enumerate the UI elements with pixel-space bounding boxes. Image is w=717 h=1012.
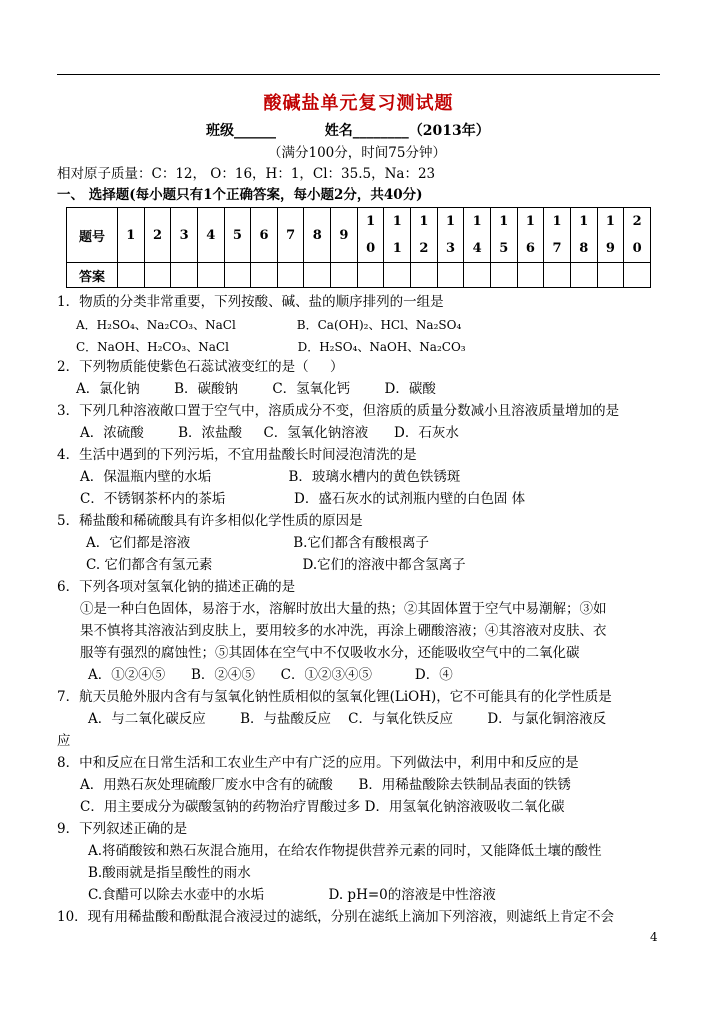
- question-number-digit: 1: [392, 214, 402, 229]
- question-number: 6: [259, 227, 269, 243]
- question-number-cell: [331, 208, 358, 263]
- question-number-cell: [304, 208, 331, 263]
- question-text-line: C.食醋可以除去水壶中的水垢 D. pH=0的溶液是中性溶液: [88, 887, 496, 903]
- question-text-line: 果不慎将其溶液沾到皮肤上，要用较多的水冲洗，再涂上硼酸溶液；④其溶液对皮肤、衣: [80, 623, 607, 639]
- question-number-cell: [624, 208, 651, 263]
- question-text-line: 2．下列物质能使紫色石蕊试液变红的是（ ）: [57, 359, 344, 375]
- question-text-line: 5．稀盐酸和稀硫酸具有许多相似化学性质的原因是: [57, 513, 363, 529]
- question-number-digit: 3: [445, 241, 456, 256]
- question-text-line: 7．航天员舱外服内含有与氢氧化钠性质相似的氢氧化锂(LiOH)，它不可能具有的化学性质是: [57, 689, 612, 705]
- question-number: 8: [312, 227, 322, 243]
- answer-cell[interactable]: [490, 263, 517, 288]
- question-text-line: 应: [57, 733, 71, 749]
- question-number-digit: 4: [472, 241, 482, 256]
- question-text-line: A.将硝酸铵和熟石灰混合施用，在给农作物提供营养元素的同时，又能降低土壤的酸性: [88, 843, 602, 859]
- question-number-digit: 2: [419, 241, 429, 256]
- question-number-digit: 9: [605, 241, 615, 256]
- question-number-cell: [118, 208, 145, 263]
- question-text-line: C. 它们都含有氢元素 D.它们的溶液中都含氢离子: [86, 557, 466, 573]
- question-text-line: ①是一种白色固体，易溶于水，溶解时放出大量的热；②其固体置于空气中易潮解；③如: [80, 601, 607, 617]
- question-number-digit: 1: [552, 214, 562, 229]
- question-number-cell: [490, 208, 517, 263]
- question-number-digit: 0: [366, 241, 376, 256]
- question-text-line: C．不锈钢茶杯内的茶垢 D．盛石灰水的试剂瓶内壁的白色固 体: [80, 491, 526, 507]
- question-number-cell: [197, 208, 224, 263]
- name-label: 姓名: [324, 123, 353, 139]
- question-number-digit: 1: [392, 241, 402, 256]
- answer-cell[interactable]: [304, 263, 331, 288]
- answer-cell[interactable]: [171, 263, 198, 288]
- page-title: 酸碱盐单元复习测试题: [263, 93, 454, 114]
- question-number-digit: 1: [525, 214, 535, 229]
- answer-cell[interactable]: [331, 263, 358, 288]
- question-number-digit: 1: [419, 214, 429, 229]
- question-number-cell: [411, 208, 438, 263]
- answer-cell[interactable]: [597, 263, 624, 288]
- question-text-line: C．NaOH、H₂CO₃、NaCl D．H₂SO₄、NaOH、Na₂CO₃: [76, 340, 466, 354]
- question-number-digit: 6: [525, 241, 535, 256]
- answer-cell[interactable]: [464, 263, 491, 288]
- question-number-cell: [464, 208, 491, 263]
- question-number-cell: [570, 208, 597, 263]
- question-number-cell: [384, 208, 411, 263]
- question-text-line: 9．下列叙述正确的是: [57, 821, 188, 837]
- answer-cell[interactable]: [144, 263, 171, 288]
- section-heading: 一、 选择题(每小题只有1个正确答案，每小题2分，共40分): [57, 187, 423, 203]
- question-text-line: 服等有强烈的腐蚀性；⑤其固体在空气中不仅吸收水分，还能吸收空气中的二氧化碳: [80, 645, 580, 661]
- table-header-answer: 答案: [67, 263, 118, 288]
- question-text-line: A．与二氧化碳反应 B．与盐酸反应 C．与氧化铁反应 D．与氯化铜溶液反: [88, 711, 607, 727]
- answer-cell[interactable]: [118, 263, 145, 288]
- question-number: 5: [232, 227, 242, 243]
- answer-cell[interactable]: [624, 263, 651, 288]
- answer-cell[interactable]: [570, 263, 597, 288]
- question-number-digit: 1: [605, 214, 615, 229]
- question-text-line: A．①②④⑤ B．②④⑤ C．①②③④⑤ D．④: [88, 667, 453, 683]
- answer-table: [66, 207, 651, 288]
- atomic-mass-line: 相对原子质量：C：12， O：16，H：1，Cl：35.5，Na：23: [57, 166, 436, 182]
- table-header-number: 题号: [67, 208, 118, 263]
- answer-cell[interactable]: [517, 263, 544, 288]
- answer-cell[interactable]: [277, 263, 304, 288]
- question-text-line: A．保温瓶内壁的水垢 B．玻璃水槽内的黄色铁锈斑: [80, 469, 461, 485]
- question-number-cell: [357, 208, 384, 263]
- question-number-cell: [597, 208, 624, 263]
- question-number-digit: 1: [366, 214, 376, 229]
- question-text-line: A．用熟石灰处理硫酸厂废水中含有的硫酸 B．用稀盐酸除去铁制品表面的铁锈: [80, 777, 571, 793]
- question-number-digit: 0: [632, 241, 642, 256]
- question-number: 3: [179, 227, 189, 243]
- question-number-digit: 1: [499, 214, 509, 229]
- class-blank: ______: [234, 123, 276, 139]
- question-number-digit: 7: [552, 241, 562, 256]
- answer-cell[interactable]: [544, 263, 571, 288]
- answer-cell[interactable]: [251, 263, 278, 288]
- answer-cell[interactable]: [437, 263, 464, 288]
- header-rule: [57, 74, 660, 75]
- name-blank: ________: [352, 123, 409, 139]
- question-text-line: 1．物质的分类非常重要，下列按酸、碱、盐的顺序排列的一组是: [57, 294, 444, 310]
- question-number-digit: 1: [579, 214, 589, 229]
- question-text-line: A．H₂SO₄、Na₂CO₃、NaCl B．Ca(OH)₂、HCl、Na₂SO₄: [76, 318, 462, 332]
- question-text-line: C．用主要成分为碳酸氢钠的药物治疗胃酸过多 D．用氢氧化钠溶液吸收二氧化碳: [80, 799, 565, 815]
- student-info: [206, 120, 490, 140]
- answer-cell[interactable]: [224, 263, 251, 288]
- question-number: 9: [339, 227, 349, 243]
- question-text-line: 6．下列各项对氢氧化钠的描述正确的是: [57, 579, 296, 595]
- question-number-cell: [437, 208, 464, 263]
- question-number-cell: [544, 208, 571, 263]
- answer-cell[interactable]: [357, 263, 384, 288]
- question-text-line: 4．生活中遇到的下列污垢，不宜用盐酸长时间浸泡清洗的是: [57, 447, 417, 463]
- question-number-cell: [224, 208, 251, 263]
- question-text-line: A．氯化钠 B．碳酸钠 C．氢氧化钙 D．碳酸: [76, 381, 436, 397]
- question-text-line: A．浓硫酸 B．浓盐酸 C．氢氧化钠溶液 D．石灰水: [80, 425, 459, 441]
- question-number-digit: 1: [472, 214, 482, 229]
- question-text-line: 8．中和反应在日常生活和工农业生产中有广泛的应用。下列做法中，利用中和反应的是: [57, 755, 579, 771]
- question-text-line: A．它们都是溶液 B.它们都含有酸根离子: [86, 535, 429, 551]
- question-text-line: 3．下列几种溶液敞口置于空气中，溶质成分不变，但溶质的质量分数减小且溶液质量增加的是: [57, 403, 620, 419]
- question-number-cell: [517, 208, 544, 263]
- question-number-cell: [277, 208, 304, 263]
- question-number-cell: [251, 208, 278, 263]
- question-number-digit: 5: [499, 241, 509, 256]
- question-text-line: B.酸雨就是指呈酸性的雨水: [88, 865, 251, 881]
- answer-cell[interactable]: [411, 263, 438, 288]
- question-text-line: 10．现有用稀盐酸和酚酞混合液浸过的滤纸，分别在滤纸上滴加下列溶液，则滤纸上肯定不会: [57, 909, 615, 925]
- class-label: 班级: [206, 123, 234, 139]
- answer-cell[interactable]: [197, 263, 224, 288]
- page-number: 4: [650, 930, 658, 944]
- question-number: 4: [206, 227, 216, 243]
- question-number: 2: [152, 227, 162, 243]
- question-number: 7: [286, 227, 296, 243]
- question-number: 1: [126, 227, 136, 243]
- question-number-digit: 2: [632, 214, 642, 229]
- exam-meta: （满分100分，时间75分钟）: [268, 145, 446, 161]
- question-number-cell: [171, 208, 198, 263]
- answer-cell[interactable]: [384, 263, 411, 288]
- year: （2013年）: [408, 123, 490, 139]
- question-number-digit: 8: [579, 241, 589, 256]
- question-number-digit: 1: [445, 214, 456, 229]
- question-number-cell: [144, 208, 171, 263]
